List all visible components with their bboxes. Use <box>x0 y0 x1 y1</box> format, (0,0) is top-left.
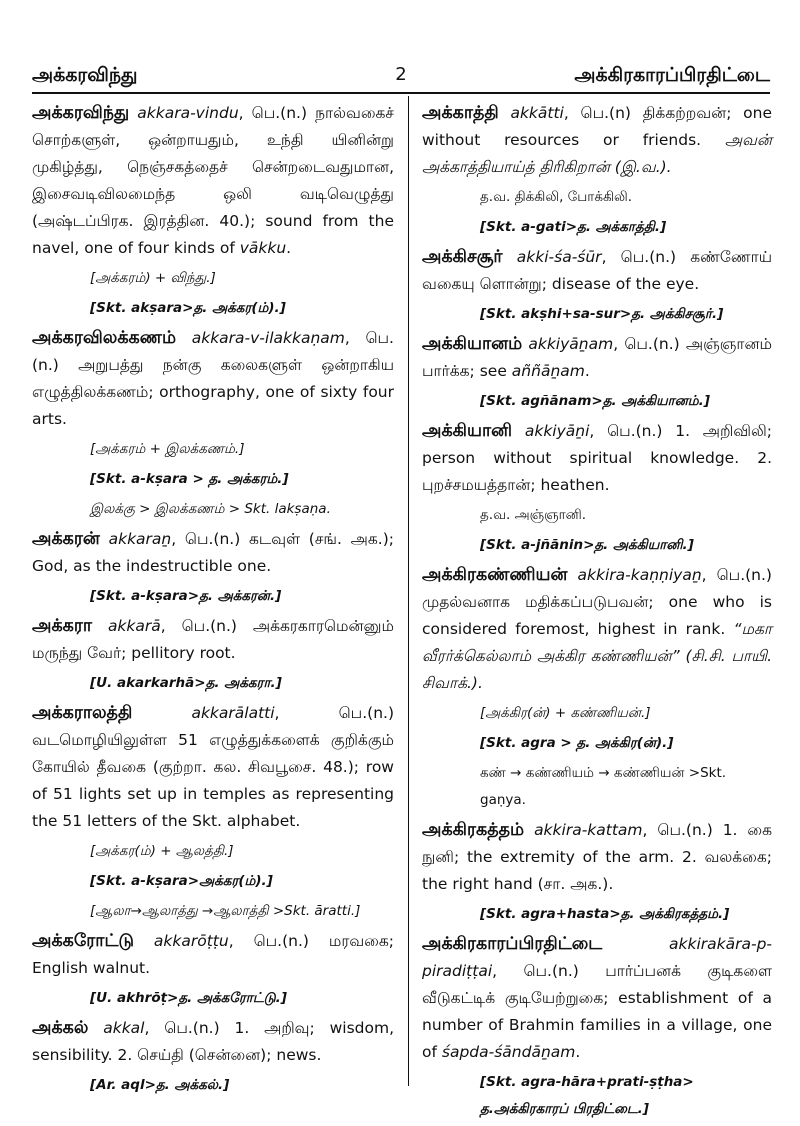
etymology-note: த.வ. திக்கிலி, போக்கிலி. <box>480 189 633 205</box>
entry-definition: , பெ.(n.) அஞ்ஞானம் பார்க்க; see <box>422 335 772 380</box>
entry-transliteration: akkira-kattam <box>534 821 643 839</box>
etymology-note: [Skt. a-kṣara>அக்கர(ம்).] <box>90 873 273 889</box>
entry-headword: அக்கரன் <box>32 529 100 549</box>
dictionary-entry <box>422 244 772 298</box>
entry-example: aññāṉam <box>511 362 585 380</box>
dictionary-entry <box>32 613 394 667</box>
etymology-note: [Skt. a-kṣara > த. அக்கரம்.] <box>90 471 289 487</box>
entry-example: அவன் அக்காத்தியாய்த் திரிகிறான் (இ.வ.). <box>422 131 772 176</box>
entry-headword: அக்கிரகத்தம் <box>422 820 525 840</box>
etymology-note: [அக்கரம் + இலக்கணம்.] <box>90 441 245 457</box>
entry-transliteration: akkirakāra-p-piradiṭṭai <box>422 935 772 980</box>
etymology-note: [Ar. aql>த. அக்கல்.] <box>90 1077 230 1093</box>
etymology-note: கண் → கண்ணியம் → கண்ணியன் >Skt. gaṇya. <box>480 765 727 808</box>
entry-headword: அக்கரவிந்து <box>32 103 130 123</box>
entry-transliteration: akkara-v-ilakkaṇam <box>191 329 345 347</box>
etymology-note: [Skt. a-kṣara>த. அக்கரன்.] <box>90 588 282 604</box>
entry-headword: அக்கிரகண்ணியன் <box>422 565 568 585</box>
entry-headword: அக்கிரகாரப்பிரதிட்டை <box>422 934 603 954</box>
entry-definition: , பெ.(n.) 1. அறிவிலி; person without spiritual knowledge. 2. புறச்சமயத்தான்; heathen. <box>422 422 772 494</box>
entry-tail: . <box>286 239 292 257</box>
entry-transliteration: akkiyāṉi <box>524 422 590 440</box>
entry-headword: அக்காத்தி <box>422 103 499 123</box>
header-right-guide-word: அக்கிரகாரப்பிரதிட்டை <box>574 64 770 86</box>
entry-headword: அக்கரா <box>32 616 93 636</box>
page-header <box>32 60 770 94</box>
etymology-note: [U. akhrōṭ>த. அக்கரோட்டு.] <box>90 990 287 1006</box>
etymology-note: [ஆலா→ஆலாத்து →ஆலாத்தி >Skt. āratti.] <box>90 903 361 919</box>
etymology-note: [Skt. a-jñānin>த. அக்கியானி.] <box>480 537 694 553</box>
left-column <box>32 100 394 1102</box>
dictionary-entry <box>422 418 772 499</box>
entry-headword: அக்கரவிலக்கணம் <box>32 328 177 348</box>
entry-transliteration: akkarōṭṭu <box>153 932 229 950</box>
etymology-note: [Skt. a-gati>த. அக்காத்தி.] <box>480 219 667 235</box>
dictionary-entry <box>32 325 394 433</box>
etymology-note: [அக்கர(ம்) + ஆலத்தி.] <box>90 843 234 859</box>
column-divider <box>408 96 409 1086</box>
dictionary-entry <box>422 931 772 1066</box>
entry-transliteration: akkātti <box>510 104 564 122</box>
entry-transliteration: akkarā <box>107 617 161 635</box>
etymology-note: [Skt. agñānam>த. அக்கியானம்.] <box>480 393 710 409</box>
dictionary-entry <box>422 331 772 385</box>
entry-definition: , பெ.(n.) வடமொழியிலுள்ள 51 எழுத்துக்களைக் குறிக்கும் கோயில் தீவகை (குற்றா. கல. சிவபூசை. 48.); row of 51 lights set up in temples as representing the 51 letters of the Skt. alphabet. <box>32 704 394 830</box>
entry-tail: . <box>575 1043 581 1061</box>
entry-definition: , பெ.(n.) பார்ப்பனக் குடிகளை வீடுகட்டிக் குடியேற்றுகை; establishment of a number of Brahmin families in a village, one of <box>422 962 772 1061</box>
etymology-note: [Skt. agra+hasta>த. அக்கிரகத்தம்.] <box>480 906 730 922</box>
entry-definition: , பெ.(n.) அக்கரகாரமென்னும் மருந்து வேர்; pellitory root. <box>32 617 394 662</box>
entry-headword: அக்கியானம் <box>422 334 523 354</box>
entry-headword: அக்கிசசூர் <box>422 247 503 267</box>
entry-definition: , பெ.(n) திக்கற்றவன்; one without resources or friends. <box>422 104 772 149</box>
etymology-note: இலக்கு > இலக்கணம் > Skt. lakṣaṇa. <box>90 501 331 517</box>
entry-example: “மகா வீரர்க்கெல்லாம் அக்கிர கண்ணியன்” (சி.சி. பாயி. சிவாக்.). <box>422 620 772 692</box>
entry-transliteration: akkaraṉ <box>108 530 172 548</box>
entry-definition: , பெ.(n.) 1. கை நுனி; the extremity of the arm. 2. வலக்கை; the right hand (சா. அக.). <box>422 821 772 893</box>
entry-transliteration: akkira-kaṇṇiyaṉ <box>577 566 702 584</box>
page-number: 2 <box>395 64 407 85</box>
entry-headword: அக்கரோட்டு <box>32 931 134 951</box>
entry-definition: , பெ.(n.) நால்வகைச் சொற்களுள், ஒன்றாயதும், உந்தி யினின்று முகிழ்த்து, நெஞ்சகத்தைச் சென்றடைவதுமான, இசைவடிவிலமைந்த ஒலி வடிவெழுத்து (அஷ்டப்பிரக. இரத்தின. 40.); sound from the navel, one of four kinds of <box>32 104 394 257</box>
etymology-note: [Skt. agra-hāra+prati-ṣṭha> த.அக்கிரகாரப் பிரதிட்டை.] <box>480 1074 694 1117</box>
entry-definition: , பெ.(n.) கண்ணோய் வகையு ளொன்று; disease of the eye. <box>422 248 772 293</box>
entry-transliteration: akkal <box>103 1019 145 1037</box>
etymology-note: [அக்கரம்) + விந்து.] <box>90 270 216 286</box>
entry-headword: அக்கராலத்தி <box>32 703 133 723</box>
etymology-note: [Skt. akṣara>த. அக்கர(ம்).] <box>90 300 286 316</box>
entry-definition: , பெ.(n.) அறுபத்து நன்கு கலைகளுள் ஒன்றாகிய எழுத்திலக்கணம்; orthography, one of sixty four arts. <box>32 329 394 428</box>
entry-definition: , பெ.(n.) கடவுள் (சங். அக.); God, as the indestructible one. <box>32 530 394 575</box>
dictionary-entry <box>32 1015 394 1069</box>
entry-headword: அக்கியானி <box>422 421 513 441</box>
dictionary-entry <box>422 817 772 898</box>
entry-definition: , பெ.(n.) 1. அறிவு; wisdom, sensibility. 2. செய்தி (சென்னை); news. <box>32 1019 394 1064</box>
dictionary-entry <box>32 100 394 262</box>
etymology-note: [U. akarkarhā>த. அக்கரா.] <box>90 675 282 691</box>
etymology-note: [Skt. akṣhi+sa-sur>த. அக்கிசசூர்.] <box>480 306 724 322</box>
entry-transliteration: akkiyāṉam <box>528 335 614 353</box>
entry-transliteration: akkarālatti <box>191 704 275 722</box>
dictionary-entry <box>422 562 772 697</box>
dictionary-entry <box>422 100 772 181</box>
dictionary-entry <box>32 700 394 835</box>
etymology-note: [அக்கிர(ன்) + கண்ணியன்.] <box>480 705 651 721</box>
entry-definition: , பெ.(n.) மரவகை; English walnut. <box>32 932 394 977</box>
entry-headword: அக்கல் <box>32 1018 89 1038</box>
dictionary-entry <box>32 928 394 982</box>
header-left-guide-word: அக்கரவிந்து <box>32 64 138 86</box>
right-column <box>422 100 772 1126</box>
etymology-note: [Skt. agra > த. அக்கிர(ன்).] <box>480 735 674 751</box>
entry-definition: , பெ.(n.) முதல்வனாக மதிக்கப்படுபவன்; one who is considered foremost, highest in rank. <box>422 566 772 638</box>
entry-example: vākku <box>239 239 287 257</box>
etymology-note: த.வ. அஞ்ஞானி. <box>480 507 587 523</box>
entry-transliteration: akkara-vindu <box>137 104 239 122</box>
entry-example: śapda-śāndāṉam <box>441 1043 576 1061</box>
entry-transliteration: akki-śa-śūr <box>516 248 602 266</box>
entry-tail: . <box>584 362 590 380</box>
dictionary-entry <box>32 526 394 580</box>
